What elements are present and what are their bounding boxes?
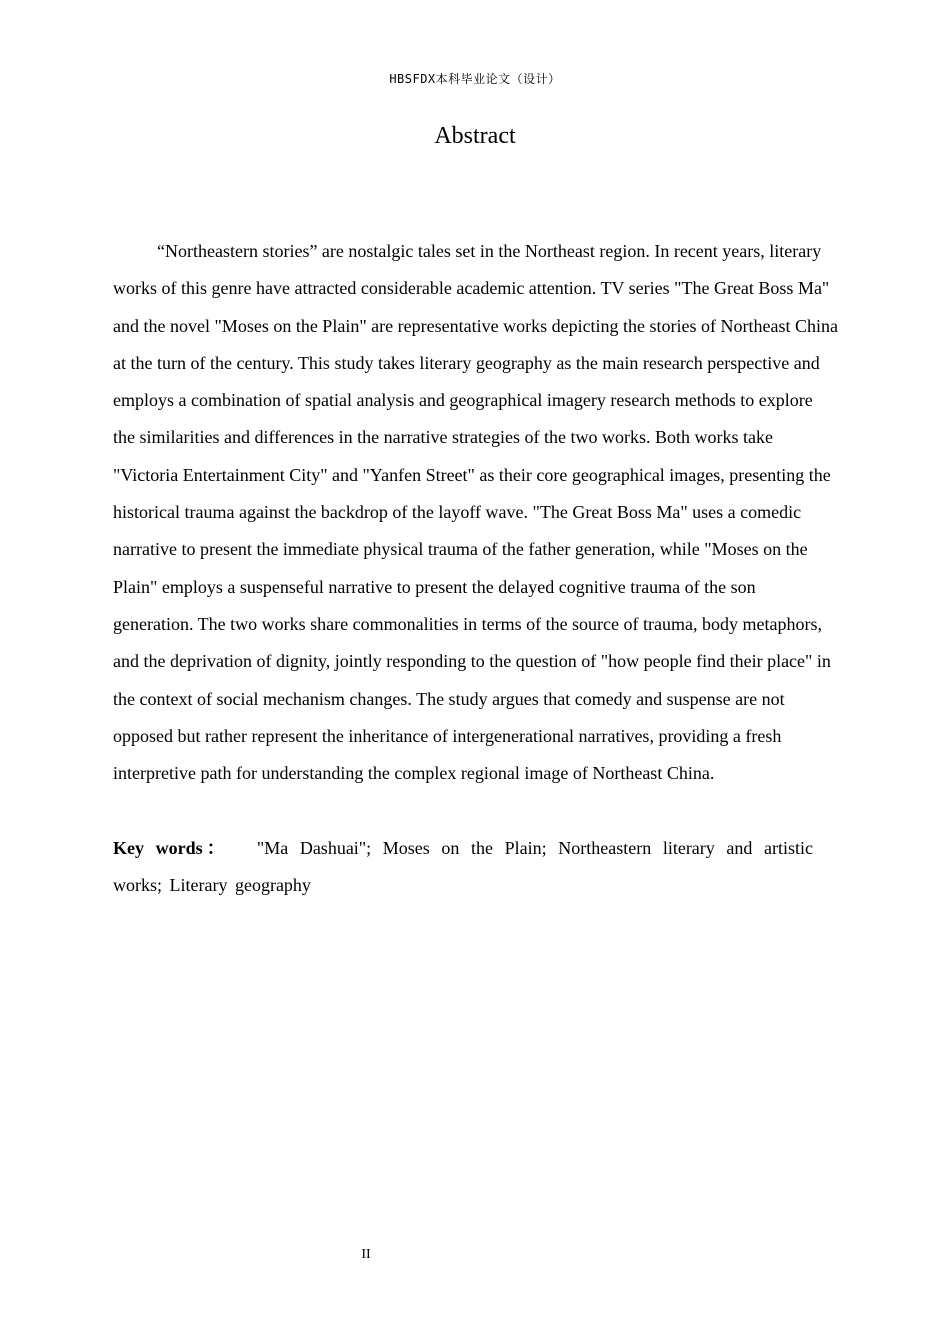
running-header: HBSFDX本科毕业论文（设计）	[389, 72, 561, 86]
abstract-title: Abstract	[434, 123, 516, 149]
keywords-text: "Ma Dashuai"; Moses on the Plain; Northeastern literary and artistic works; Literary geography	[113, 838, 813, 896]
keywords-line	[113, 830, 813, 905]
abstract-body: “Northeastern stories” are nostalgic tales set in the Northeast region. In recent years, literary works of this genre have attracted considerable academic attention. TV series "The Great Boss Ma" and the novel "Moses on the Plain" are representative works depicting the stories of Northeast China at the turn of the century. This study takes literary geography as the main research perspective and employs a combination of spatial analysis and geographical imagery research methods to explore the similarities and differences in the narrative strategies of the two works. Both works take "Victoria Entertainment City" and "Yanfen Street" as their core geographical images, presenting the historical trauma against the backdrop of the layoff wave. "The Great Boss Ma" uses a comedic narrative to present the immediate physical trauma of the father generation, while "Moses on the Plain" employs a suspenseful narrative to present the delayed cognitive trauma of the son generation. The two works share commonalities in terms of the source of trauma, body metaphors, and the deprivation of dignity, jointly responding to the question of "how people find their place" in the context of social mechanism changes. The study argues that comedy and suspense are not opposed but rather represent the inheritance of intergenerational narratives, providing a fresh interpretive path for understanding the complex regional image of Northeast China.	[113, 241, 839, 784]
page-number: II	[361, 1247, 371, 1262]
keywords-label: Key words：	[113, 838, 229, 858]
